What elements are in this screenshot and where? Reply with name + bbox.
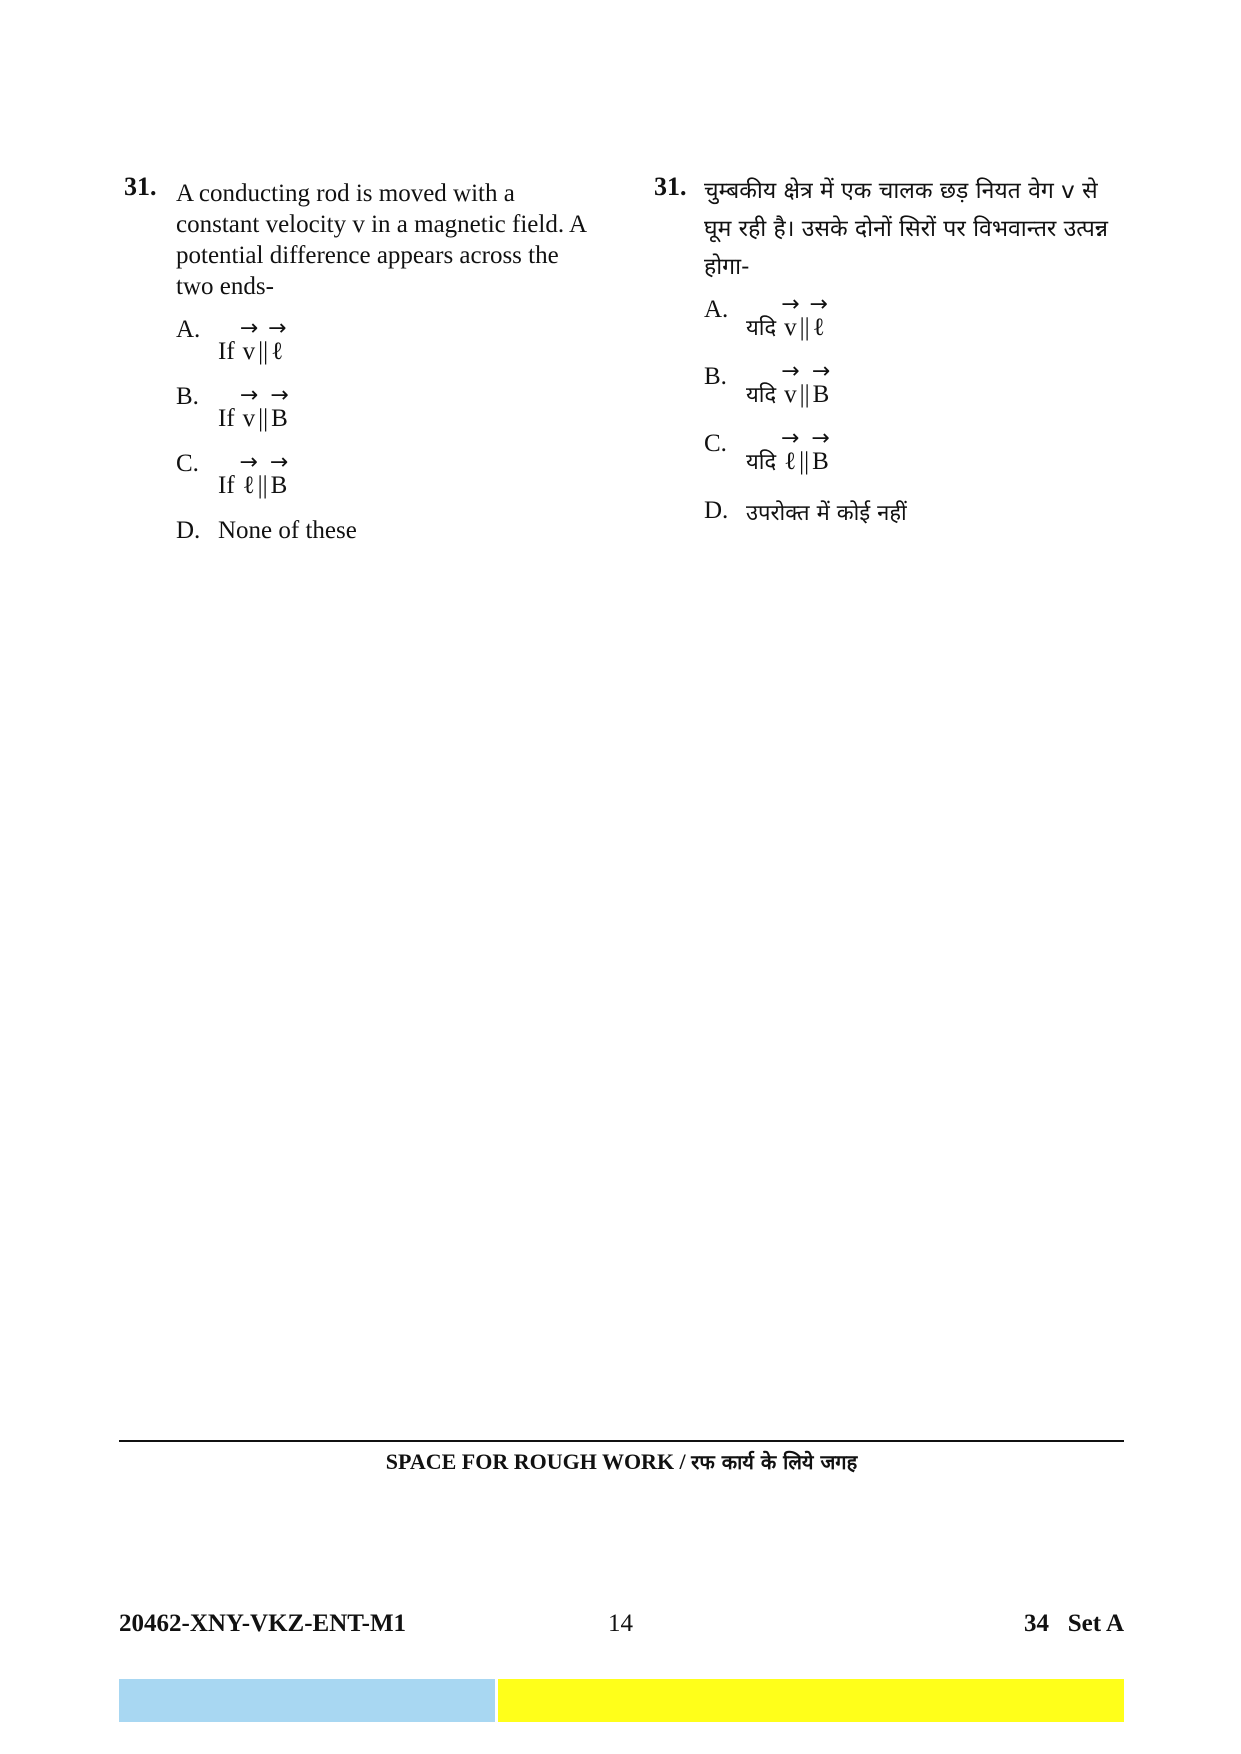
- set-label: 34 Set A: [1024, 1610, 1124, 1637]
- option-c: [704, 430, 1124, 497]
- option-prefix: If: [218, 338, 235, 365]
- option-text: None of these: [218, 517, 357, 544]
- option-letter: B.: [704, 363, 727, 390]
- option-letter: A.: [176, 316, 201, 343]
- question-english: [124, 172, 594, 557]
- parallel-symbol: ||: [799, 381, 810, 408]
- question-number: 31.: [124, 172, 157, 201]
- vector-l: → ℓ: [243, 470, 255, 500]
- rough-work-english: SPACE FOR ROUGH WORK /: [385, 1449, 686, 1474]
- option-prefix: If: [218, 405, 235, 432]
- vector-l: → ℓ: [813, 312, 825, 342]
- vector-v: → v: [243, 336, 256, 366]
- question-text: चुम्बकीय क्षेत्र में एक चालक छड़ नियत वेग v से घूम रही है। उसके दोनों सिरों पर विभवान्तर उत्पन्न होगा-: [704, 178, 1108, 280]
- vector-b: → B: [813, 379, 830, 409]
- option-body: [746, 446, 829, 476]
- option-letter: D.: [704, 497, 729, 524]
- vector-v: → v: [784, 379, 797, 409]
- page-number: 14: [608, 1610, 633, 1637]
- option-letter: C.: [176, 450, 199, 477]
- option-prefix: यदि: [746, 450, 777, 475]
- option-prefix: If: [218, 472, 235, 499]
- option-d: [176, 517, 594, 557]
- option-text: उपरोक्त में कोई नहीं: [746, 501, 907, 526]
- option-letter: B.: [176, 383, 199, 410]
- option-b: [176, 383, 594, 450]
- vector-l: → ℓ: [271, 336, 283, 366]
- paper-code: 20462-XNY-VKZ-ENT-M1: [119, 1610, 407, 1637]
- vector-v: → v: [243, 403, 256, 433]
- option-prefix: यदि: [746, 383, 777, 408]
- parallel-symbol: ||: [799, 314, 810, 341]
- rough-work-divider: [119, 1440, 1124, 1442]
- question-hindi: [654, 172, 1124, 537]
- option-body: [746, 379, 829, 409]
- vector-b: → B: [271, 470, 288, 500]
- vector-v: → v: [784, 312, 797, 342]
- footer-color-bar-yellow: [498, 1679, 1124, 1722]
- parallel-symbol: ||: [257, 472, 268, 499]
- option-letter: D.: [176, 517, 201, 544]
- rough-work-hindi: रफ कार्य के लिये जगह: [691, 1450, 858, 1474]
- vector-l: → ℓ: [784, 446, 796, 476]
- option-b: [704, 363, 1124, 430]
- rough-work-heading: [119, 1448, 1124, 1475]
- vector-b: → B: [812, 446, 829, 476]
- parallel-symbol: ||: [799, 448, 810, 475]
- option-body: [218, 336, 283, 366]
- option-list: [176, 316, 594, 557]
- option-prefix: यदि: [746, 316, 777, 341]
- question-text: A conducting rod is moved with a constant velocity v in a magnetic field. A potential difference appears across the two ends-: [176, 180, 586, 300]
- footer-color-bar-blue: [119, 1679, 495, 1722]
- question-number: 31.: [654, 172, 687, 201]
- option-body: [218, 403, 288, 433]
- option-list: [704, 296, 1124, 537]
- vector-b: → B: [271, 403, 288, 433]
- option-c: [176, 450, 594, 517]
- parallel-symbol: ||: [258, 338, 269, 365]
- option-a: [176, 316, 594, 383]
- option-a: [704, 296, 1124, 363]
- parallel-symbol: ||: [258, 405, 269, 432]
- option-d: [704, 497, 1124, 537]
- option-letter: A.: [704, 296, 729, 323]
- option-letter: C.: [704, 430, 727, 457]
- option-body: [218, 470, 287, 500]
- option-body: [746, 312, 825, 342]
